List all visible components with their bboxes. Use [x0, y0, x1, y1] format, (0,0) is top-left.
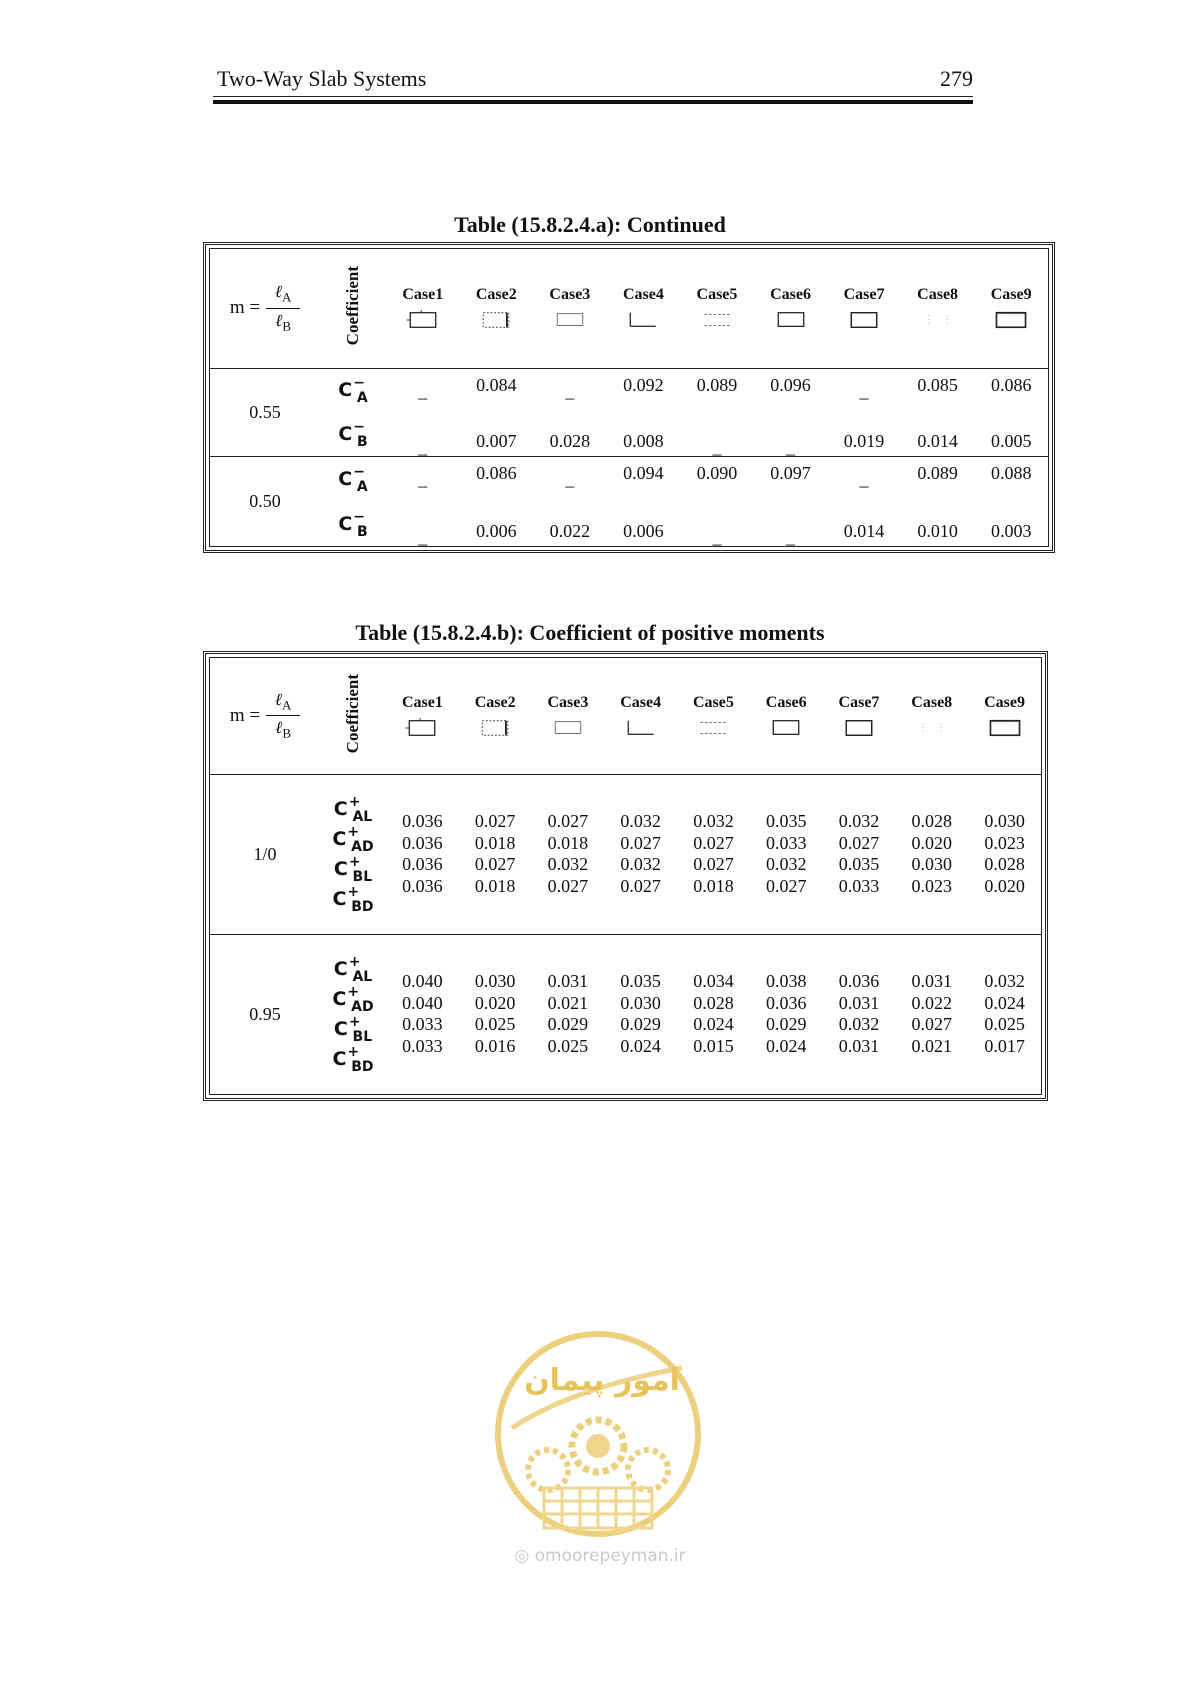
value-cell: 0.019 — [843, 431, 885, 452]
ratio-label: m = $\frac{\ell_A}{\ell_B}$ — [230, 282, 300, 334]
value: 0.040 — [402, 992, 443, 1013]
value: 0.032 — [620, 811, 661, 832]
value-cell: 0.084 — [476, 374, 517, 395]
case-header-1: Case1 — [386, 249, 460, 368]
value: 0.024 — [620, 1035, 661, 1056]
table-b-inner-border — [209, 657, 1042, 1095]
value: 0.028 — [693, 992, 734, 1013]
value: 0.035 — [620, 971, 661, 992]
case-header-6: Case6 — [750, 658, 823, 774]
value-cell — [750, 774, 823, 934]
value: 0.020 — [911, 832, 952, 853]
case-support-icon — [986, 718, 1024, 738]
case-header-2: Case2 — [460, 249, 534, 368]
coefficient-cell — [320, 368, 386, 412]
table-b-caption: Table (15.8.2.4.b): Coefficient of positive moments — [355, 620, 825, 645]
value: 0.029 — [620, 1014, 661, 1035]
value-cell — [459, 774, 532, 934]
value: 0.021 — [911, 1035, 952, 1056]
value: 0.027 — [838, 832, 880, 853]
case-header-9: Case9 — [968, 658, 1041, 774]
value-cell: 0.014 — [917, 431, 958, 452]
coefficient-symbol: $C^-_B$ — [338, 508, 368, 540]
table-a-caption: Table (15.8.2.4.a): Continued — [454, 212, 726, 237]
value-cell: 0.014 — [843, 521, 885, 541]
value: 0.031 — [911, 971, 952, 992]
coefficient-symbol: $C^+_{BL}$ — [333, 854, 373, 886]
value-cell — [604, 774, 677, 934]
ratio-header-cell — [210, 658, 320, 774]
value: 0.024 — [693, 1014, 734, 1035]
value: 0.027 — [547, 875, 589, 896]
value: 0.030 — [984, 811, 1025, 832]
value-cell: 0.010 — [917, 521, 958, 541]
value: 0.030 — [474, 971, 516, 992]
value: 0.032 — [765, 854, 807, 875]
value: 0.031 — [838, 992, 880, 1013]
ratio-label: m = $\frac{\ell_A}{\ell_B}$ — [230, 690, 300, 742]
m-value-cell — [210, 934, 320, 1094]
value: 0.024 — [984, 992, 1025, 1013]
value-cell: _ — [533, 457, 607, 501]
coefficient-header-cell — [320, 249, 386, 368]
value: 0.032 — [838, 1014, 880, 1035]
value-cell: 0.088 — [974, 457, 1048, 501]
case-support-icon — [767, 718, 805, 738]
table-row — [210, 412, 1048, 456]
value-cell: 0.007 — [476, 431, 517, 452]
value: 0.027 — [547, 811, 589, 832]
coefficient-symbol: $C^+_{BL}$ — [333, 1014, 373, 1046]
value: 0.023 — [984, 832, 1025, 853]
coefficient-symbol: $C^+_{BD}$ — [332, 1044, 374, 1076]
coefficient-symbol: $C^-_A$ — [338, 375, 368, 407]
value-cell: _ — [859, 380, 869, 401]
case-support-icon — [476, 718, 514, 738]
value: 0.015 — [693, 1035, 734, 1056]
value-cell: _ — [827, 457, 901, 501]
coefficient-cell — [320, 412, 386, 456]
value: 0.036 — [402, 832, 443, 853]
table-row — [210, 368, 1048, 412]
value: 0.031 — [838, 1035, 880, 1056]
value-cell — [604, 934, 677, 1094]
ratio-header-cell — [210, 249, 320, 368]
case-header-4: Case4 — [604, 658, 677, 774]
value-cell — [895, 774, 968, 934]
value-cell: 0.089 — [901, 457, 975, 501]
value-cell: 0.003 — [990, 521, 1032, 541]
value: 0.036 — [402, 854, 443, 875]
value: 0.016 — [474, 1035, 516, 1056]
value-cell — [386, 934, 459, 1094]
case-support-icon — [772, 310, 810, 330]
m-value-cell — [210, 774, 320, 934]
table-row — [210, 457, 1048, 501]
value-cell: 0.028 — [549, 431, 591, 452]
value: 0.027 — [620, 832, 661, 853]
value: 0.027 — [620, 875, 661, 896]
case-support-icon — [549, 718, 587, 738]
value-cell — [532, 934, 605, 1094]
value: 0.035 — [838, 854, 880, 875]
table-row — [210, 501, 1048, 546]
value: 0.036 — [838, 971, 880, 992]
coefficient-header-label: Coefficient — [343, 673, 362, 754]
value: 0.028 — [911, 811, 952, 832]
m-value-cell — [210, 368, 320, 457]
value: 0.040 — [402, 971, 443, 992]
value-cell: _ — [386, 457, 460, 501]
coefficient-symbol: $C^+_{AL}$ — [333, 954, 373, 986]
value: 0.017 — [984, 1035, 1025, 1056]
coefficient-cell — [320, 774, 386, 934]
case-support-icon — [404, 310, 442, 330]
value-cell: 0.096 — [770, 374, 811, 395]
coefficient-symbol: $C^+_{AD}$ — [332, 984, 374, 1016]
value-cell: 0.022 — [549, 521, 591, 541]
m-value: 0.55 — [249, 401, 281, 422]
coefficient-header-label: Coefficient — [343, 266, 362, 346]
value-cell: _ — [565, 380, 575, 401]
value: 0.029 — [547, 1014, 589, 1035]
table-a-inner-border — [209, 248, 1049, 547]
value-cell: _ — [418, 380, 428, 401]
value: 0.023 — [911, 875, 952, 896]
value: 0.018 — [693, 875, 734, 896]
value: 0.036 — [765, 992, 807, 1013]
case-header-1: Case1 — [386, 658, 459, 774]
value-cell — [677, 934, 750, 1094]
value: 0.032 — [984, 971, 1025, 992]
coefficient-symbol: $C^+_{AL}$ — [333, 794, 373, 826]
value-cell — [386, 774, 459, 934]
value: 0.032 — [620, 854, 661, 875]
table-a — [203, 242, 1055, 553]
value-cell: 0.097 — [754, 457, 828, 501]
value-cell: 0.008 — [623, 431, 664, 452]
value: 0.033 — [402, 1014, 443, 1035]
case-header-8: Case8 — [895, 658, 968, 774]
value-cell: 0.006 — [623, 521, 664, 541]
coefficient-cell — [320, 501, 386, 546]
value-cell — [677, 774, 750, 934]
value: 0.032 — [547, 854, 589, 875]
value-cell: 0.090 — [680, 457, 754, 501]
value-cell: 0.094 — [607, 457, 681, 501]
coefficient-symbol: $C^-_B$ — [338, 419, 368, 451]
value-cell — [459, 934, 532, 1094]
table-b-grid — [210, 658, 1041, 1094]
case-support-icon — [845, 310, 883, 330]
value-cell: 0.092 — [623, 374, 664, 395]
value-cell — [968, 934, 1041, 1094]
coefficient-cell — [320, 457, 386, 501]
value-cell: _ — [418, 527, 428, 547]
value: 0.032 — [693, 811, 734, 832]
value-cell: _ — [418, 437, 428, 458]
table-a-grid — [210, 249, 1048, 546]
value: 0.030 — [620, 992, 661, 1013]
value-cell: 0.089 — [696, 374, 738, 395]
value-cell: _ — [712, 437, 722, 458]
coefficient-cell — [320, 934, 386, 1094]
case-header-3: Case3 — [533, 249, 607, 368]
value-cell — [823, 934, 896, 1094]
value-cell: 0.086 — [460, 457, 534, 501]
value: 0.031 — [547, 971, 589, 992]
case-header-6: Case6 — [754, 249, 828, 368]
case-support-icon — [698, 310, 736, 330]
value-cell: _ — [786, 437, 795, 458]
value: 0.018 — [547, 832, 589, 853]
value: 0.022 — [911, 992, 952, 1013]
case-header-9: Case9 — [974, 249, 1048, 368]
coefficient-symbol: $C^+_{BD}$ — [332, 884, 374, 916]
value: 0.033 — [402, 1035, 443, 1056]
value: 0.027 — [474, 811, 516, 832]
value: 0.030 — [911, 854, 952, 875]
case-header-5: Case5 — [680, 249, 754, 368]
value-cell: 0.005 — [990, 431, 1032, 452]
value-cell: 0.086 — [990, 374, 1032, 395]
case-support-icon — [403, 718, 441, 738]
header-rule-thin — [213, 96, 973, 97]
value-cell — [968, 774, 1041, 934]
value: 0.036 — [402, 875, 443, 896]
case-support-icon — [477, 310, 515, 330]
page-header — [213, 62, 973, 106]
value: 0.020 — [474, 992, 516, 1013]
value-cell — [823, 774, 896, 934]
case-support-icon — [992, 310, 1030, 330]
table-row — [210, 774, 1041, 934]
value: 0.036 — [402, 811, 443, 832]
header-row — [210, 658, 1041, 774]
value: 0.025 — [547, 1035, 589, 1056]
header-rule-thick — [213, 100, 973, 104]
table-b — [203, 651, 1048, 1101]
value: 0.033 — [838, 875, 880, 896]
value: 0.034 — [693, 971, 734, 992]
case-header-8: Case8 — [901, 249, 975, 368]
case-header-3: Case3 — [532, 658, 605, 774]
value: 0.020 — [984, 875, 1025, 896]
value-cell — [750, 934, 823, 1094]
value: 0.028 — [984, 854, 1025, 875]
value-cell: _ — [786, 527, 795, 547]
coefficient-header-cell — [320, 658, 386, 774]
value: 0.035 — [765, 811, 807, 832]
m-value: 1/0 — [253, 843, 277, 864]
case-header-4: Case4 — [607, 249, 681, 368]
value: 0.018 — [474, 875, 516, 896]
m-value-cell — [210, 457, 320, 546]
value-cell: 0.006 — [476, 521, 517, 541]
value: 0.027 — [474, 854, 516, 875]
value-cell: 0.085 — [917, 374, 958, 395]
m-value: 0.95 — [249, 1003, 281, 1024]
value: 0.025 — [474, 1014, 516, 1035]
case-support-icon — [551, 310, 589, 330]
value: 0.038 — [765, 971, 807, 992]
running-title: Two-Way Slab Systems — [217, 66, 427, 91]
case-header-7: Case7 — [823, 658, 896, 774]
value: 0.032 — [838, 811, 880, 832]
case-support-icon — [624, 310, 662, 330]
watermark-url: ◎ omoorepeyman.ir — [514, 1546, 686, 1566]
value-cell: _ — [712, 527, 722, 547]
value: 0.027 — [693, 854, 734, 875]
coefficient-symbol: $C^-_A$ — [338, 464, 368, 496]
value: 0.029 — [765, 1014, 807, 1035]
coefficient-symbol: $C^+_{AD}$ — [332, 824, 374, 856]
value: 0.021 — [547, 992, 589, 1013]
table-row — [210, 934, 1041, 1094]
value-cell — [532, 774, 605, 934]
case-support-icon — [919, 310, 957, 330]
case-support-icon — [840, 718, 878, 738]
case-header-7: Case7 — [827, 249, 901, 368]
case-support-icon — [913, 718, 951, 738]
watermark-logo-icon — [492, 1328, 704, 1540]
value: 0.018 — [474, 832, 516, 853]
value-cell — [895, 934, 968, 1094]
value: 0.027 — [765, 875, 807, 896]
case-support-icon — [622, 718, 660, 738]
logo-script: امور پیمان — [524, 1363, 680, 1398]
header-row — [210, 249, 1048, 368]
page-number: 279 — [940, 66, 973, 91]
case-header-5: Case5 — [677, 658, 750, 774]
value: 0.027 — [693, 832, 734, 853]
value: 0.024 — [765, 1035, 807, 1056]
value: 0.025 — [984, 1014, 1025, 1035]
case-support-icon — [694, 718, 732, 738]
m-value: 0.50 — [249, 491, 281, 512]
value: 0.033 — [765, 832, 807, 853]
value: 0.027 — [911, 1014, 952, 1035]
case-header-2: Case2 — [459, 658, 532, 774]
